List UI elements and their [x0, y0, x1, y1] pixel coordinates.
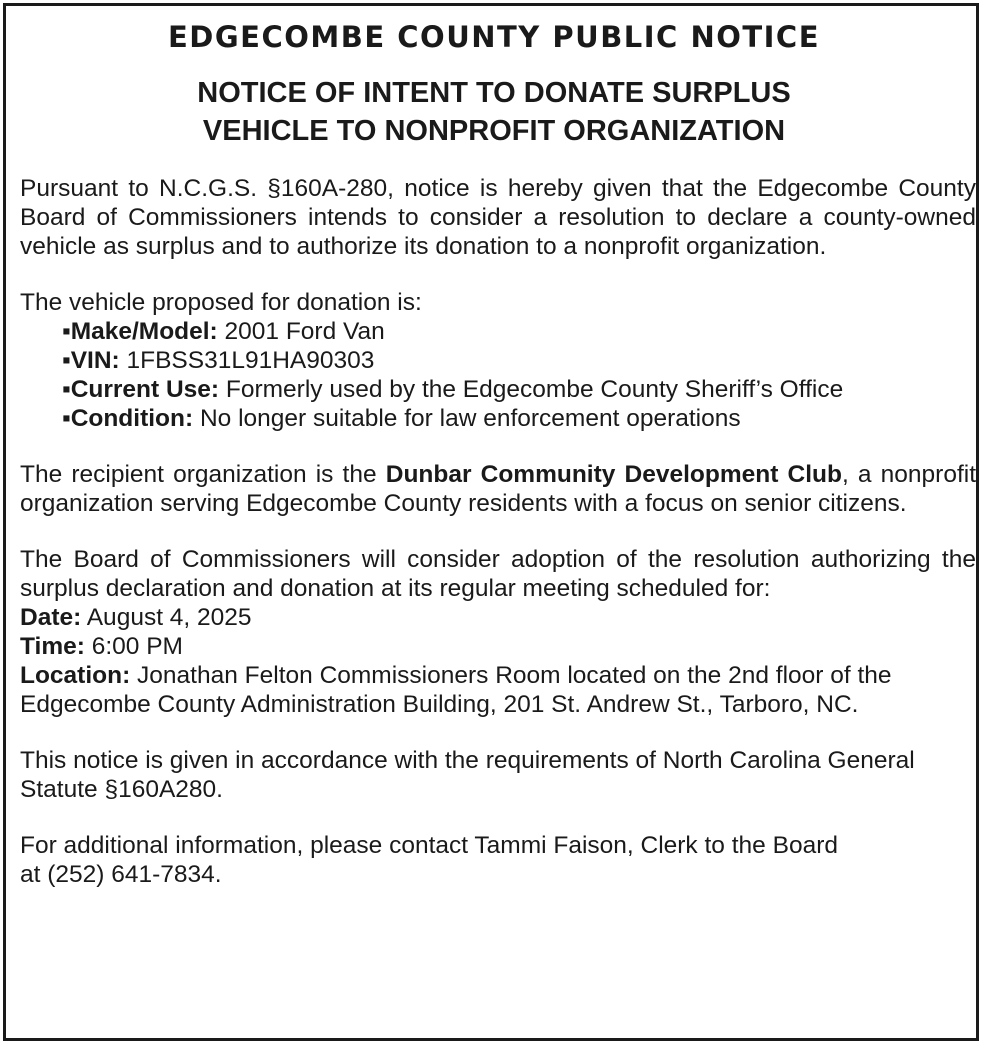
vehicle-section: [20, 288, 976, 433]
contact-line-1: For additional information, please contact Tammi Faison, Clerk to the Board: [20, 832, 838, 859]
notice-body: [20, 174, 976, 889]
notice-headline: [0, 74, 988, 150]
meeting-date: [20, 603, 976, 632]
recipient-lead: The recipient organization is the: [20, 461, 386, 488]
meeting-lead: The Board of Commissioners will consider adoption of the resolution authorizing the surplus declaration and donation at its regular meeting scheduled for:: [20, 546, 976, 602]
bullet-icon: ▪: [62, 347, 71, 374]
vehicle-item-value: 2001 Ford Van: [217, 318, 385, 345]
vehicle-lead: The vehicle proposed for donation is:: [20, 289, 422, 316]
meeting-location: [20, 661, 976, 719]
vehicle-item-make-model: [20, 317, 976, 346]
vehicle-item-value: Formerly used by the Edgecombe County Sheriff’s Office: [219, 376, 844, 403]
meeting-time-label: Time:: [20, 633, 85, 660]
bullet-icon: ▪: [62, 318, 71, 345]
headline-line-2: VEHICLE TO NONPROFIT ORGANIZATION: [202, 115, 786, 147]
contact-line-2: at (252) 641-7834.: [20, 861, 222, 888]
intro-paragraph: Pursuant to N.C.G.S. §160A-280, notice is hereby given that the Edgecombe County Board of Commissioners intends to consider a resolution to declare a county-owned vehicle as surplus and to authorize its donation to a nonprofit organization.: [20, 175, 976, 260]
meeting-location-value: Jonathan Felton Commissioners Room located on the 2nd floor of the Edgecombe County Administration Building, 201 St. Andrew St., Tarboro, NC.: [20, 662, 892, 718]
recipient-paragraph: [20, 460, 976, 518]
bullet-icon: ▪: [62, 405, 71, 432]
meeting-location-label: Location:: [20, 662, 131, 689]
recipient-organization-name: Dunbar Community Development Club: [385, 461, 842, 488]
meeting-section: [20, 545, 976, 719]
vehicle-item-label: Make/Model:: [70, 318, 218, 345]
headline-line-1: NOTICE OF INTENT TO DONATE SURPLUS: [197, 77, 791, 109]
vehicle-item-vin: [20, 346, 976, 375]
meeting-time-value: 6:00 PM: [84, 633, 183, 660]
accordance-paragraph: This notice is given in accordance with the requirements of North Carolina General Statute §160A280.: [20, 747, 915, 803]
vehicle-item-label: Current Use:: [70, 376, 220, 403]
vehicle-item-label: Condition:: [70, 405, 194, 432]
meeting-date-label: Date:: [20, 604, 82, 631]
meeting-date-value: August 4, 2025: [81, 604, 252, 631]
vehicle-item-condition: [20, 404, 976, 433]
vehicle-item-current-use: [20, 375, 976, 404]
contact-paragraph: [20, 831, 976, 889]
vehicle-item-value: 1FBSS31L91HA90303: [119, 347, 375, 374]
vehicle-item-label: VIN:: [70, 347, 120, 374]
bullet-icon: ▪: [62, 376, 71, 403]
meeting-time: [20, 632, 976, 661]
vehicle-details-list: [20, 317, 976, 433]
recipient-description: , a nonprofit organization serving Edgecombe County residents with a focus on senior citizens.: [20, 461, 977, 517]
vehicle-item-value: No longer suitable for law enforcement operations: [193, 405, 741, 432]
notice-masthead: EDGECOMBE COUNTY PUBLIC NOTICE: [167, 20, 821, 54]
